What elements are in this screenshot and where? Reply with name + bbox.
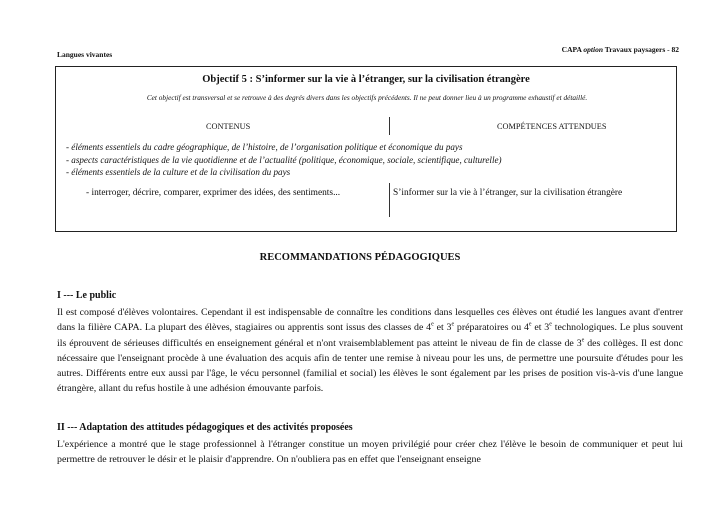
- objective-box: [55, 66, 677, 232]
- header-right-italic: option: [583, 45, 604, 54]
- column-header-contenus: CONTENUS: [206, 122, 251, 131]
- content-bullet-list: [66, 141, 502, 179]
- section-paragraph-adaptation: L'expérience a montré que le stage professionnel à l'étranger constitue un moyen privilégié pour créer chez l'élève le besoin de communiquer et peut lui permettre de retrouver le désir et le plaisir d'apprendre. On n'oubliera pas en effet que l'enseignant enseigne: [57, 439, 683, 466]
- objective-note: Cet objectif est transversal et se retrouve à des degrés divers dans les objectifs précédents. Il ne peut donner lieu à un programme exhaustif et détaillé.: [146, 93, 588, 102]
- running-header-right: [562, 45, 679, 54]
- header-right-suffix: Travaux paysagers - 82: [603, 45, 679, 54]
- superscript: e: [528, 322, 532, 328]
- running-header-left: Langues vivantes: [57, 50, 113, 59]
- header-right-prefix: CAPA: [561, 45, 584, 54]
- objective-title: Objectif 5 : S’informer sur la vie à l’étranger, sur la civilisation étrangère: [202, 74, 530, 85]
- paragraph-text: technologiques. Le plus souvent ils éprouvent de sérieuses difficultés en enseignement général et n'ont vraisemblablement pas atteint le niveau de fin de classe de 3: [57, 322, 683, 349]
- skill-row-left: - interroger, décrire, comparer, exprimer des idées, des sentiments...: [86, 188, 341, 198]
- column-divider-bottom: [389, 183, 390, 217]
- superscript: e: [581, 337, 585, 344]
- section-heading-public: I --- Le public: [57, 290, 117, 301]
- column-divider-top: [389, 117, 390, 135]
- paragraph-text: et 3: [531, 322, 550, 334]
- paragraph-text: Il est composé d'élèves volontaires. Cependant il est indispensable de connaître les conditions dans lesquelles ces élèves ont étudié les langues avant d'entrer dans la filière CAPA. La plupart des élèves, stagiaires ou apprentis sont issus des classes de 4: [57, 307, 683, 334]
- superscript: e: [549, 322, 552, 328]
- content-bullet: - éléments essentiels du cadre géographique, de l’histoire, de l’organisation politique et économique du pays: [66, 142, 463, 152]
- paragraph-text: préparatoires ou 4: [454, 322, 529, 334]
- recommendations-title: RECOMMANDATIONS PÉDAGOGIQUES: [259, 252, 461, 263]
- column-header-competences: COMPÉTENCES ATTENDUES: [497, 122, 607, 131]
- paragraph-text: et 3: [433, 322, 452, 334]
- section-paragraph-public: [57, 305, 683, 397]
- content-bullet: - éléments essentiels de la culture et de la civilisation du pays: [66, 167, 291, 177]
- superscript: e: [431, 322, 434, 328]
- section-heading-adaptation: II --- Adaptation des attitudes pédagogiques et des activités proposées: [57, 422, 353, 433]
- superscript: e: [451, 322, 455, 328]
- paragraph-text: des collèges. Il est donc nécessaire que l'enseignant procède à une évaluation des acquis afin de tenter une remise à niveau pour les uns, de permettre une poursuite d'études pour les autres. Différents entre eux aussi par l'âge, le vécu personnel (familial et social) les élèves le sont également par les prises de position vis-à-vis d'une langue étrangère, allant du refus hostile à une adhésion émouvante parfois.: [57, 337, 683, 395]
- skill-row-right: S’informer sur la vie à l’étranger, sur la civilisation étrangère: [393, 188, 623, 198]
- content-bullet: - aspects caractéristiques de la vie quotidienne et de l’actualité (politique, économique, sociale, scientifique, culturelle): [66, 154, 502, 165]
